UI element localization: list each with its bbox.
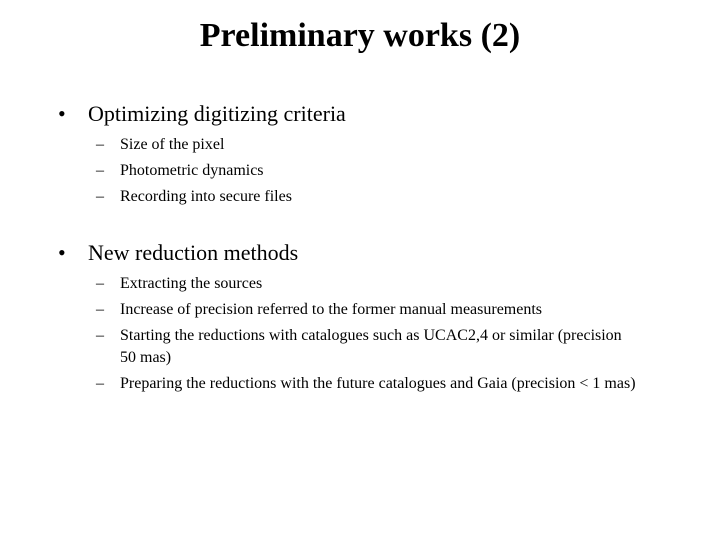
sub-item-text: Preparing the reductions with the future catalogues and Gaia (precision < 1 mas) bbox=[120, 375, 636, 392]
bullet-line bbox=[58, 100, 698, 128]
bullet-text: Optimizing digitizing criteria bbox=[88, 101, 346, 126]
bullet-dot-icon: • bbox=[58, 240, 66, 265]
slide-title: Preliminary works (2) bbox=[199, 17, 521, 54]
sub-item bbox=[96, 373, 698, 395]
sub-item-text: Size of the pixel bbox=[120, 136, 225, 153]
dash-icon: – bbox=[96, 375, 104, 392]
sub-list bbox=[58, 273, 698, 395]
sub-item bbox=[96, 273, 698, 295]
bullet-line bbox=[58, 239, 698, 267]
bullet-dot-icon: • bbox=[58, 101, 66, 126]
bullet-new-reduction-methods bbox=[58, 239, 698, 399]
dash-icon: – bbox=[96, 162, 104, 179]
dash-icon: – bbox=[96, 327, 104, 344]
bullet-text: New reduction methods bbox=[88, 240, 299, 265]
sub-item-text: Starting the reductions with catalogues such as UCAC2,4 or similar (precision 50 mas) bbox=[120, 327, 622, 366]
sub-item bbox=[96, 134, 698, 156]
sub-item-text: Recording into secure files bbox=[120, 188, 292, 205]
dash-icon: – bbox=[96, 275, 104, 292]
sub-item-text: Extracting the sources bbox=[120, 275, 263, 292]
dash-icon: – bbox=[96, 188, 104, 205]
sub-item-text: Photometric dynamics bbox=[120, 162, 264, 179]
sub-item bbox=[96, 160, 698, 182]
dash-icon: – bbox=[96, 136, 104, 153]
sub-item-text: Increase of precision referred to the former manual measurements bbox=[120, 301, 543, 318]
sub-item bbox=[96, 299, 698, 321]
sub-item bbox=[96, 186, 698, 208]
sub-item bbox=[96, 325, 698, 369]
dash-icon: – bbox=[96, 301, 104, 318]
bullet-optimizing-digitizing bbox=[58, 100, 698, 212]
sub-list bbox=[58, 134, 698, 208]
